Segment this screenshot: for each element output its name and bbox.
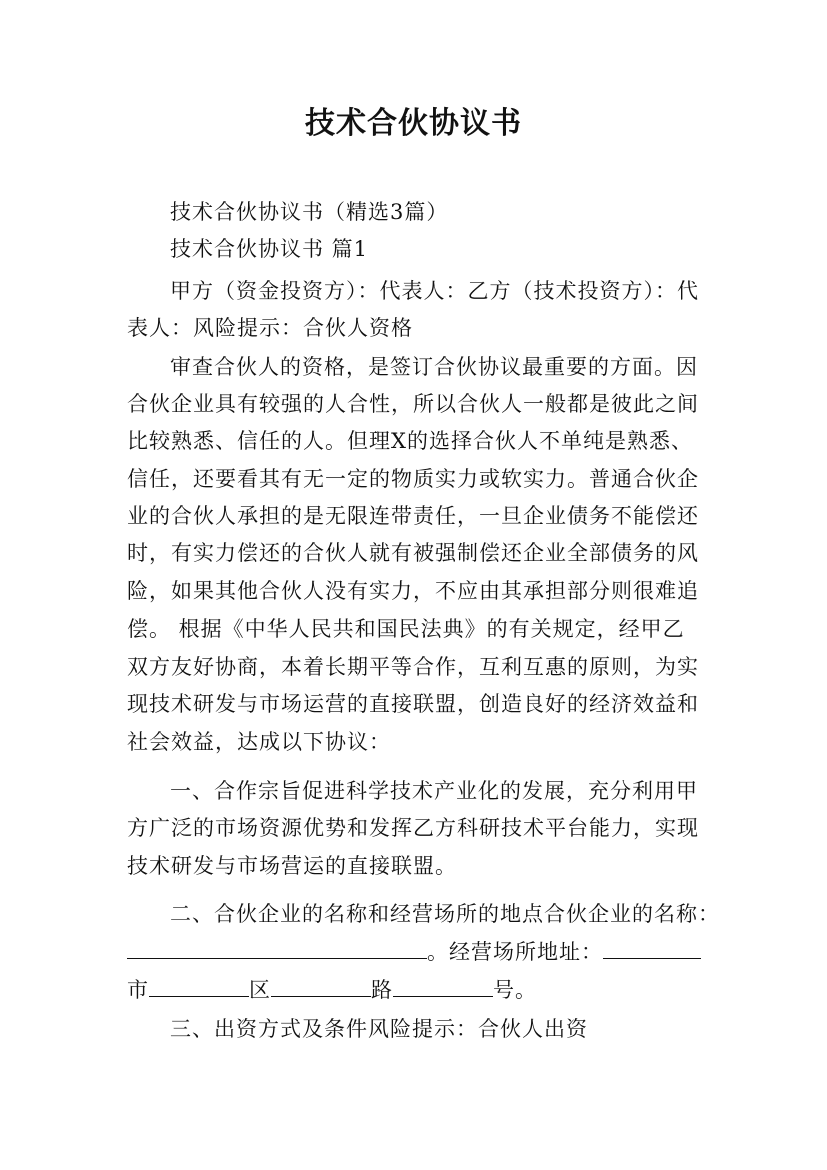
- number-label: 号。: [493, 978, 537, 1002]
- fill-in-line-name-address: [127, 936, 712, 968]
- blank-company-name: [127, 936, 427, 959]
- blank-address: [603, 936, 701, 959]
- paragraph-line: 险，如果其他合伙人没有实力，不应由其承担部分则很难追: [127, 579, 699, 603]
- paragraph-line: 双方友好协商，本着长期平等合作，互利互惠的原则，为实: [127, 655, 699, 679]
- blank-district: [271, 974, 371, 997]
- paragraph-line: 三、出资方式及条件风险提示：合伙人出资: [170, 1017, 588, 1041]
- road-label: 路: [371, 978, 393, 1002]
- paragraph-line: 偿。 根据《中华人民共和国民法典》的有关规定，经甲乙: [127, 617, 685, 641]
- district-label: 区: [249, 978, 271, 1002]
- document-title: 技术合伙协议书: [305, 106, 522, 141]
- fill-in-line-address-detail: [127, 974, 712, 1006]
- paragraph-line: 一、合作宗旨促进科学技术产业化的发展，充分利用甲: [170, 779, 698, 803]
- paragraph-line: 社会效益，达成以下协议：: [127, 730, 391, 754]
- blank-road: [393, 974, 493, 997]
- paragraph-line: 表人：风险提示：合伙人资格: [127, 316, 413, 340]
- paragraph-line: 时，有实力偿还的合伙人就有被强制偿还企业全部债务的风: [127, 541, 699, 565]
- blank-city: [149, 974, 249, 997]
- city-label: 市: [127, 978, 149, 1002]
- paragraph-line: 业的合伙人承担的是无限连带责任，一旦企业债务不能偿还: [127, 504, 699, 528]
- paragraph-line: 合伙企业具有较强的人合性，所以合伙人一般都是彼此之间: [127, 392, 699, 416]
- paragraph-line: 甲方（资金投资方）：代表人：乙方（技术投资方）：代: [170, 279, 699, 303]
- section-heading: 技术合伙协议书 篇1: [170, 237, 369, 261]
- address-label: 。经营场所地址：: [427, 940, 603, 964]
- paragraph-line: 审查合伙人的资格，是签订合伙协议最重要的方面。因: [170, 355, 698, 379]
- paragraph-line: 现技术研发与市场运营的直接联盟，创造良好的经济效益和: [127, 692, 699, 716]
- paragraph-line: 技术研发与市场营运的直接联盟。: [127, 854, 457, 878]
- paragraph-line: 比较熟悉、信任的人。但理X的选择合伙人不单纯是熟悉、: [127, 429, 693, 453]
- paragraph-line: 方广泛的市场资源优势和发挥乙方科研技术平台能力，实现: [127, 816, 699, 840]
- subtitle: 技术合伙协议书（精选3篇）: [170, 200, 449, 224]
- paragraph-line: 信任，还要看其有无一定的物质实力或软实力。普通合伙企: [127, 467, 699, 491]
- paragraph-line: 二、合伙企业的名称和经营场所的地点合伙企业的名称：: [170, 902, 720, 926]
